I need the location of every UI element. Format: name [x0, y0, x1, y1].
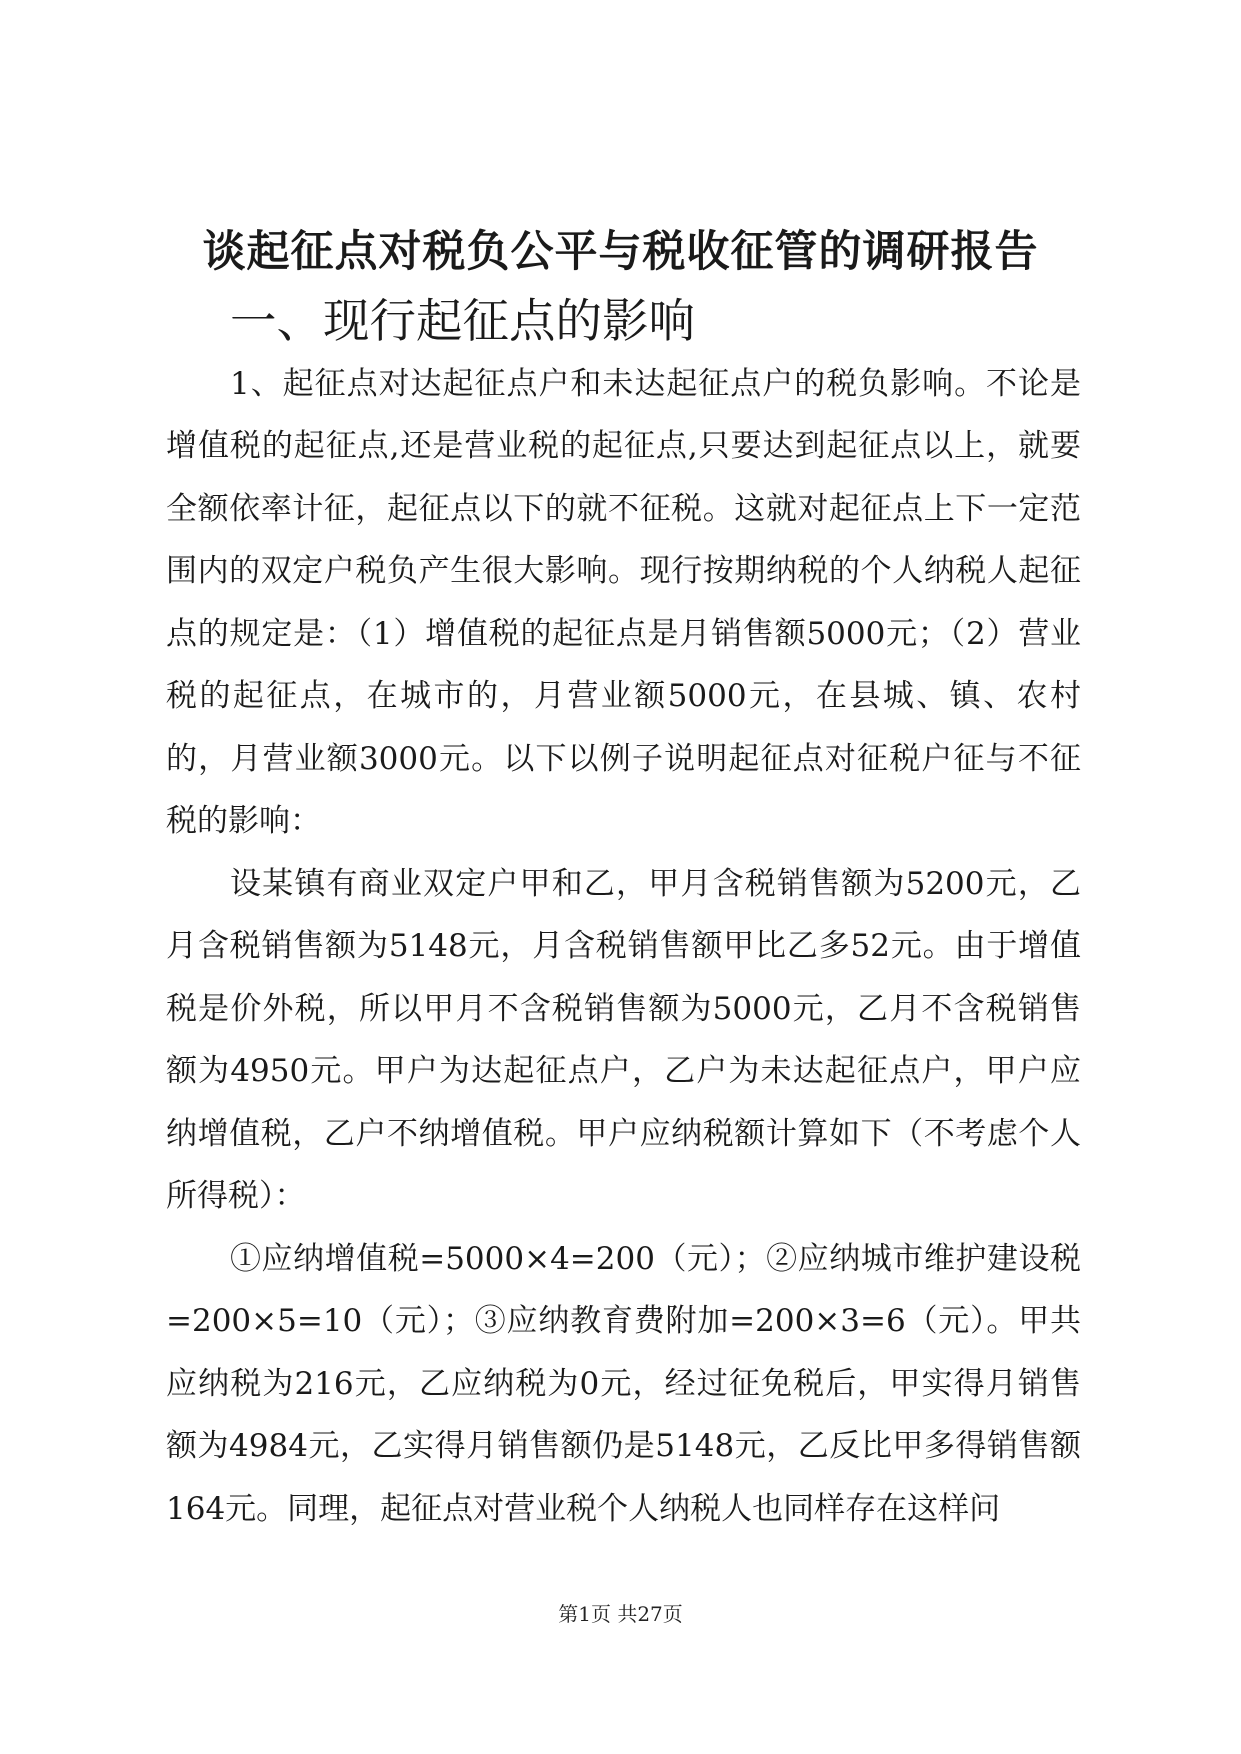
document-title: 谈起征点对税负公平与税收征管的调研报告 [202, 227, 1039, 277]
paragraph: 设某镇有商业双定户甲和乙，甲月含税销售额为5200元，乙月含税销售额为5148元，月含税销售额甲比乙多52元。由于增值税是价外税，所以甲月不含税销售额为5000元，乙月不含税销售额为4950元。甲户为达起征点户，乙户为未达起征点户，甲户应纳增值税，乙户不纳增值税。甲户应纳税额计算如下（不考虑个人所得税）： [166, 865, 1081, 1214]
paragraph: ①应纳增值税=5000×4=200（元）；②应纳城市维护建设税=200×5=10（元）；③应纳教育费附加=200×3=6（元）。甲共应纳税为216元，乙应纳税为0元，经过征免税后，甲实得月销售额为4984元，乙实得月销售额仍是5148元，乙反比甲多得销售额164元。同理，起征点对营业税个人纳税人也同样存在这样问 [166, 1240, 1081, 1527]
page-number-footer: 第1页 共27页 [558, 1602, 683, 1626]
section-heading: 一、现行起征点的影响 [230, 294, 695, 348]
document-body [166, 290, 1081, 1540]
paragraph: 1、起征点对达起征点户和未达起征点户的税负影响。不论是增值税的起征点,还是营业税的起征点,只要达到起征点以上，就要全额依率计征，起征点以下的就不征税。这就对起征点上下一定范围内的双定户税负产生很大影响。现行按期纳税的个人纳税人起征点的规定是：（1）增值税的起征点是月销售额5000元；（2）营业税的起征点，在城市的，月营业额5000元，在县城、镇、农村的，月营业额3000元。以下以例子说明起征点对征税户征与不征税的影响： [166, 365, 1081, 839]
